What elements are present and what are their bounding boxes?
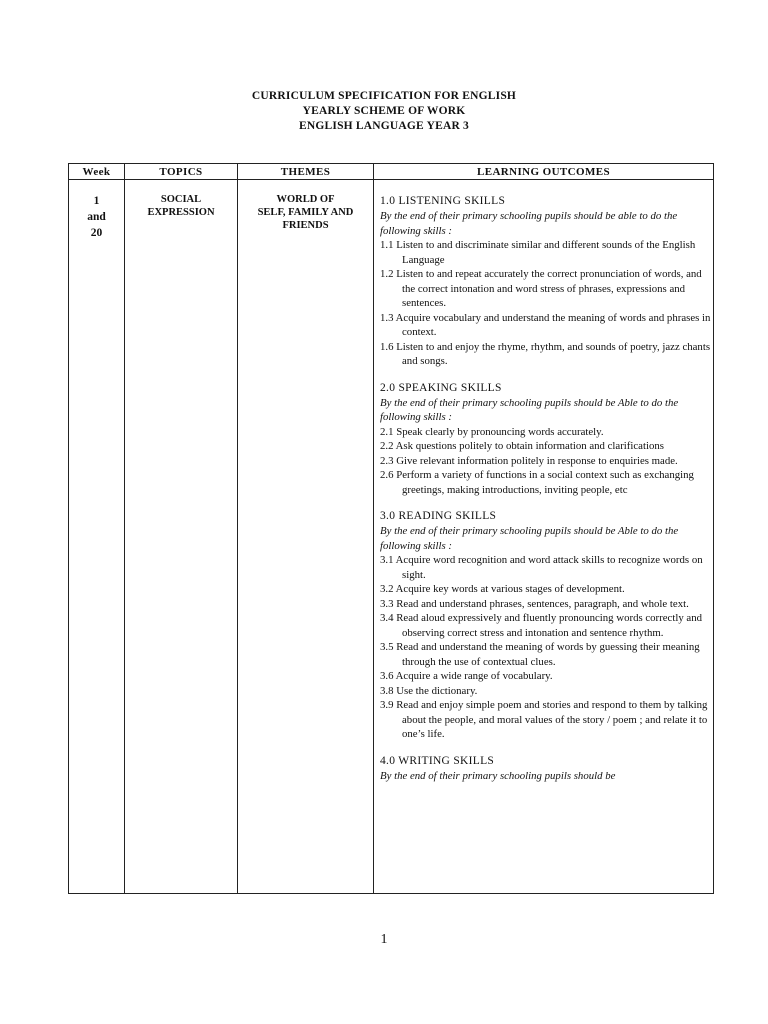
heading-line-1: CURRICULUM SPECIFICATION FOR ENGLISH bbox=[251, 90, 517, 102]
section-title: 1.0 LISTENING SKILLS bbox=[380, 195, 506, 207]
week-line: 20 bbox=[90, 227, 103, 239]
topic-line: SOCIAL bbox=[160, 194, 202, 205]
outcome-item: 3.8 Use the dictionary. bbox=[380, 684, 478, 697]
header-topics: TOPICS bbox=[125, 164, 238, 180]
scheme-of-work-table bbox=[68, 163, 714, 894]
heading-line-3: ENGLISH LANGUAGE YEAR 3 bbox=[299, 120, 469, 132]
header-themes: THEMES bbox=[238, 164, 374, 180]
outcome-item: 1.3 Acquire vocabulary and understand the meaning of words and phrases in context. bbox=[380, 311, 711, 338]
heading-line-2: YEARLY SCHEME OF WORK bbox=[302, 105, 466, 117]
section-intro: By the end of their primary schooling pupils should be able to do the following skills : bbox=[380, 210, 678, 237]
outcome-section bbox=[380, 381, 713, 498]
outcome-section bbox=[380, 509, 713, 742]
outcome-item: 3.1 Acquire word recognition and word attack skills to recognize words on sight. bbox=[380, 554, 703, 581]
table-header-row bbox=[69, 164, 714, 180]
outcome-item: 1.6 Listen to and enjoy the rhyme, rhythm, and sounds of poetry, jazz chants and songs. bbox=[380, 340, 711, 367]
outcome-item: 3.5 Read and understand the meaning of words by guessing their meaning through the use of contextual clues. bbox=[380, 641, 700, 668]
section-intro: By the end of their primary schooling pupils should be Able to do the following skills : bbox=[380, 396, 679, 423]
section-title: 2.0 SPEAKING SKILLS bbox=[380, 381, 502, 394]
section-title: 4.0 WRITING SKILLS bbox=[380, 754, 495, 767]
section-title: 3.0 READING SKILLS bbox=[380, 510, 497, 522]
outcome-item: 1.1 Listen to and discriminate similar and different sounds of the English Language bbox=[380, 239, 696, 266]
outcome-item: 3.2 Acquire key words at various stages of development. bbox=[380, 583, 625, 595]
outcome-item: 2.2 Ask questions politely to obtain information and clarifications bbox=[380, 440, 664, 452]
theme-line: WORLD OF bbox=[276, 194, 335, 205]
table-row bbox=[69, 180, 714, 894]
learning-outcomes-cell bbox=[374, 180, 714, 894]
section-intro: By the end of their primary schooling pupils should be Able to do the following skills : bbox=[380, 525, 679, 552]
topic-cell bbox=[125, 180, 238, 894]
outcome-section bbox=[380, 754, 713, 784]
outcome-item: 3.6 Acquire a wide range of vocabulary. bbox=[380, 670, 553, 682]
page-number: 1 bbox=[380, 932, 388, 947]
week-line: and bbox=[87, 211, 106, 223]
outcome-item: 3.9 Read and enjoy simple poem and stories and respond to them by talking about the people, and moral values of the story / poem ; and relate it to one’s life. bbox=[380, 699, 708, 740]
outcome-item: 2.3 Give relevant information politely in response to enquiries made. bbox=[380, 454, 678, 467]
document-heading bbox=[0, 89, 768, 134]
week-line: 1 bbox=[93, 195, 100, 207]
outcome-item: 3.3 Read and understand phrases, sentences, paragraph, and whole text. bbox=[380, 597, 689, 610]
outcome-item: 2.1 Speak clearly by pronouncing words accurately. bbox=[380, 425, 604, 438]
outcome-item: 3.4 Read aloud expressively and fluently pronouncing words correctly and observing correct stress and intonation and sentence rhythm. bbox=[380, 612, 703, 639]
outcome-section bbox=[380, 194, 713, 369]
outcome-item: 1.2 Listen to and repeat accurately the correct pronunciation of words, and the correct intonation and word stress of phrases, expressions and sentences. bbox=[380, 268, 702, 309]
week-cell bbox=[69, 180, 125, 894]
theme-line: SELF, FAMILY AND bbox=[257, 207, 354, 218]
theme-cell bbox=[238, 180, 374, 894]
header-week: Week bbox=[69, 164, 125, 180]
outcome-item: 2.6 Perform a variety of functions in a social context such as exchanging greetings, making introductions, inviting people, etc bbox=[380, 469, 694, 496]
theme-line: FRIENDS bbox=[282, 220, 329, 231]
topic-line: EXPRESSION bbox=[147, 207, 215, 218]
section-intro: By the end of their primary schooling pupils should be bbox=[380, 769, 616, 782]
header-learning-outcomes: LEARNING OUTCOMES bbox=[374, 164, 714, 180]
